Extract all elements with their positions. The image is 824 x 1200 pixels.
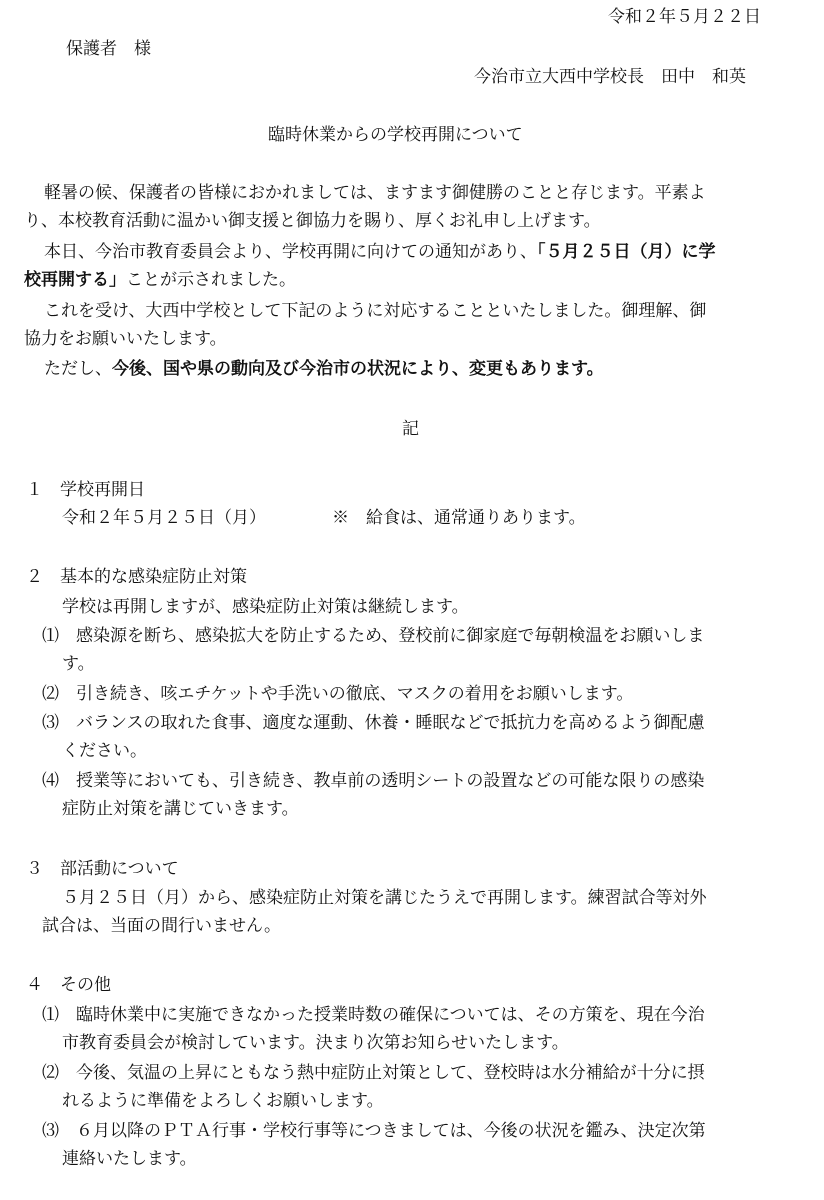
intro-paragraph-line: り、本校教育活動に温かい御支援と御協力を賜り、厚くお礼申し上げます。 [24, 211, 601, 231]
section-2-lead: 学校は再開しますが、感染症防止対策は継続します。 [62, 597, 469, 617]
list-item-continuation: 連絡いたします。 [62, 1149, 197, 1169]
reopen-date-emphasis: 「５月２５日（月）に学 [537, 242, 716, 262]
intro-paragraph-line [44, 241, 716, 263]
intro-text: ただし、 [44, 359, 112, 379]
reopen-date: 令和２年５月２５日（月） [62, 508, 266, 528]
list-item-continuation: す。 [62, 654, 95, 674]
club-activity-text: ５月２５日（月）から、感染症防止対策を講じたうえで再開します。練習試合等対外 [62, 888, 707, 908]
section-1-heading: １ 学校再開日 [26, 480, 145, 500]
addressee: 保護者 様 [66, 39, 151, 59]
section-4-heading: ４ その他 [26, 975, 111, 995]
intro-text: 本日、今治市教育委員会より、学校再開に向けての通知があり、 [44, 242, 537, 262]
intro-text: ことが示されました。 [126, 270, 296, 290]
list-item: ⑵ 引き続き、咳エチケットや手洗いの徹底、マスクの着用をお願いします。 [42, 684, 634, 704]
document-title: 臨時休業からの学校再開について [268, 125, 523, 145]
intro-paragraph-line: これを受け、大西中学校として下記のように対応することといたしました。御理解、御 [44, 301, 707, 321]
sender: 今治市立大西中学校長 田中 和英 [474, 67, 746, 87]
section-3-heading: ３ 部活動について [26, 859, 179, 879]
intro-paragraph-line: 協力をお願いいたします。 [24, 329, 227, 349]
list-item-continuation: 症防止対策を講じていきます。 [62, 799, 299, 819]
lunch-note: ※ 給食は、通常通りあります。 [332, 508, 586, 528]
list-item-continuation: れるように準備をよろしくお願いします。 [62, 1091, 384, 1111]
list-item-continuation: 市教育委員会が検討しています。決まり次第お知らせいたします。 [62, 1033, 569, 1053]
ki-marker: 記 [402, 419, 419, 439]
list-item: ⑵ 今後、気温の上昇にともなう熱中症防止対策として、登校時は水分補給が十分に摂 [42, 1063, 705, 1083]
intro-paragraph-line [24, 269, 296, 291]
list-item-continuation: ください。 [62, 741, 147, 761]
list-item: ⑴ 臨時休業中に実施できなかった授業時数の確保については、その方策を、現在今治 [42, 1005, 705, 1025]
section-2-heading: ２ 基本的な感染症防止対策 [26, 567, 247, 587]
list-item: ⑷ 授業等においても、引き続き、教卓前の透明シートの設置などの可能な限りの感染 [42, 771, 705, 791]
list-item: ⑶ ６月以降のＰＴＡ行事・学校行事等につきましては、今後の状況を鑑み、決定次第 [42, 1121, 706, 1141]
intro-paragraph-line: 軽暑の候、保護者の皆様におかれましては、ますます御健勝のことと存じます。平素よ [44, 183, 706, 203]
intro-paragraph-line [44, 358, 604, 380]
issue-date: 令和２年５月２２日 [608, 7, 761, 27]
club-activity-text: 試合は、当面の間行いません。 [42, 916, 282, 936]
reopen-emphasis: 校再開する」 [24, 270, 126, 290]
list-item: ⑶ バランスの取れた食事、適度な運動、休養・睡眠などで抵抗力を高めるよう御配慮 [42, 713, 705, 733]
change-notice-emphasis: 今後、国や県の動向及び今治市の状況により、変更もあります。 [112, 359, 604, 379]
list-item: ⑴ 感染源を断ち、感染拡大を防止するため、登校前に御家庭で毎朝検温をお願いしま [42, 626, 705, 646]
